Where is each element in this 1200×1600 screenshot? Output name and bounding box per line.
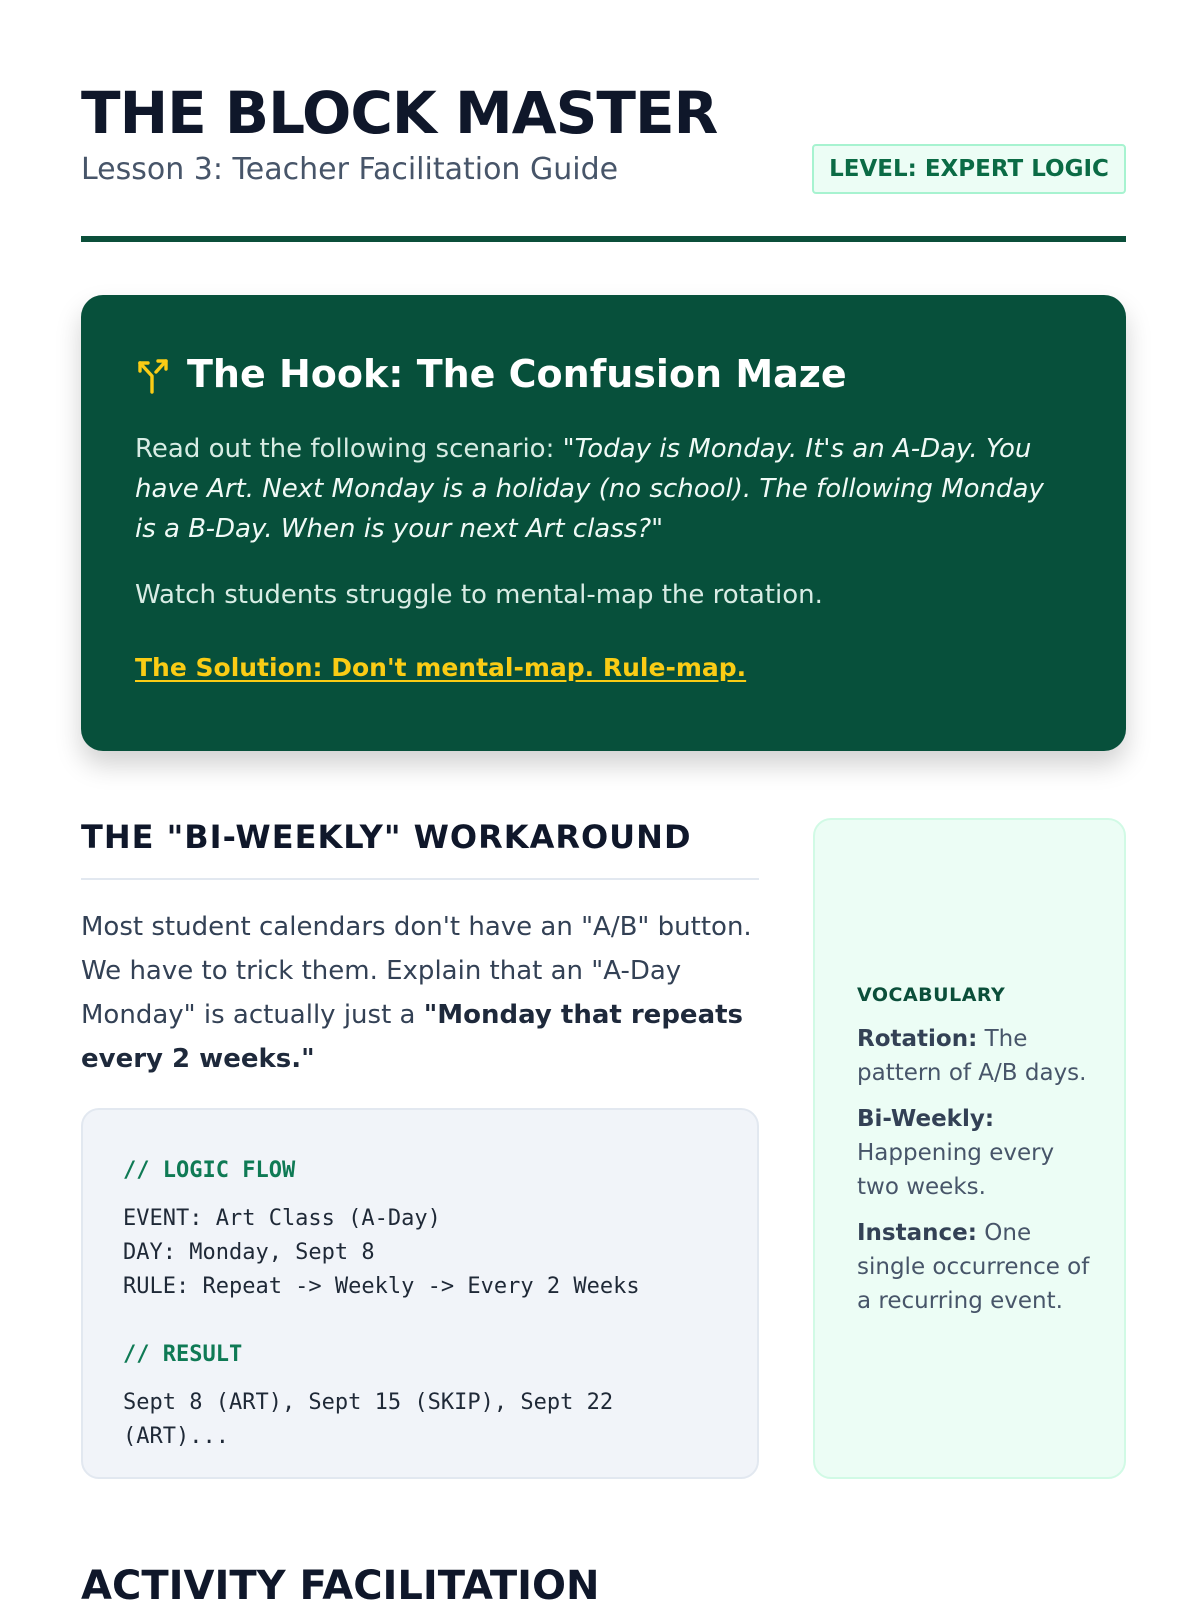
code-line-rule: RULE: Repeat -> Weekly -> Every 2 Weeks (123, 1274, 640, 1299)
workaround-body-text: Most student calendars don't have an "A/B" button. We have to trick them. Explain that an "A-Day Monday" is actually just a (81, 912, 752, 1030)
activity-heading: ACTIVITY FACILITATION (81, 1563, 600, 1600)
vocab-term: Instance: (857, 1220, 977, 1246)
hook-title: The Hook: The Confusion Maze (187, 352, 847, 396)
workaround-body-emphasis: "Monday that repeats every 2 weeks." (81, 1000, 744, 1074)
split-arrow-icon (135, 354, 171, 394)
solution-link[interactable]: The Solution: Don't mental-map. Rule-map. (135, 653, 747, 682)
code-line-day: DAY: Monday, Sept 8 (123, 1240, 375, 1265)
code-comment-result: // RESULT (123, 1342, 243, 1367)
code-line-event: EVENT: Art Class (A-Day) (123, 1206, 441, 1231)
hook-card (81, 295, 1126, 751)
hook-header (135, 349, 1072, 399)
vocab-definition: One single occurrence of a recurring event. (857, 1220, 1090, 1314)
vocab-term: Rotation: (857, 1026, 978, 1052)
page-header (81, 80, 1126, 242)
workaround-heading: THE "BI-WEEKLY" WORKAROUND (81, 818, 759, 880)
code-comment-flow: // LOGIC FLOW (123, 1158, 296, 1183)
code-lines (123, 1202, 717, 1304)
hook-observation: Watch students struggle to mental-map the rotation. (135, 580, 823, 610)
workaround-body (81, 905, 759, 1081)
vocab-term: Bi-Weekly: (857, 1106, 995, 1132)
hook-scenario (135, 429, 1072, 549)
code-result: Sept 8 (ART), Sept 15 (SKIP), Sept 22 (ART)... (123, 1390, 614, 1449)
vocabulary-title: VOCABULARY (857, 984, 1006, 1006)
vocab-item-rotation (857, 1022, 1094, 1090)
hook-intro: Read out the following scenario: (135, 434, 563, 464)
page-subtitle: Lesson 3: Teacher Facilitation Guide (81, 152, 619, 187)
vocab-item-bi-weekly (857, 1102, 1094, 1204)
level-badge: LEVEL: EXPERT LOGIC (812, 144, 1126, 194)
hook-quote: "Today is Monday. It's an A-Day. You have Art. Next Monday is a holiday (no school). The following Monday is a B-Day. When is your next Art class?" (135, 434, 1044, 544)
page-title: THE BLOCK MASTER (81, 79, 718, 147)
logic-code-block (81, 1108, 759, 1479)
vocab-definition: Happening every two weeks. (857, 1140, 1055, 1200)
lesson-page (81, 0, 1126, 1600)
vocab-definition: The pattern of A/B days. (857, 1026, 1087, 1086)
vocab-item-instance (857, 1216, 1094, 1318)
vocabulary-panel (813, 818, 1126, 1479)
